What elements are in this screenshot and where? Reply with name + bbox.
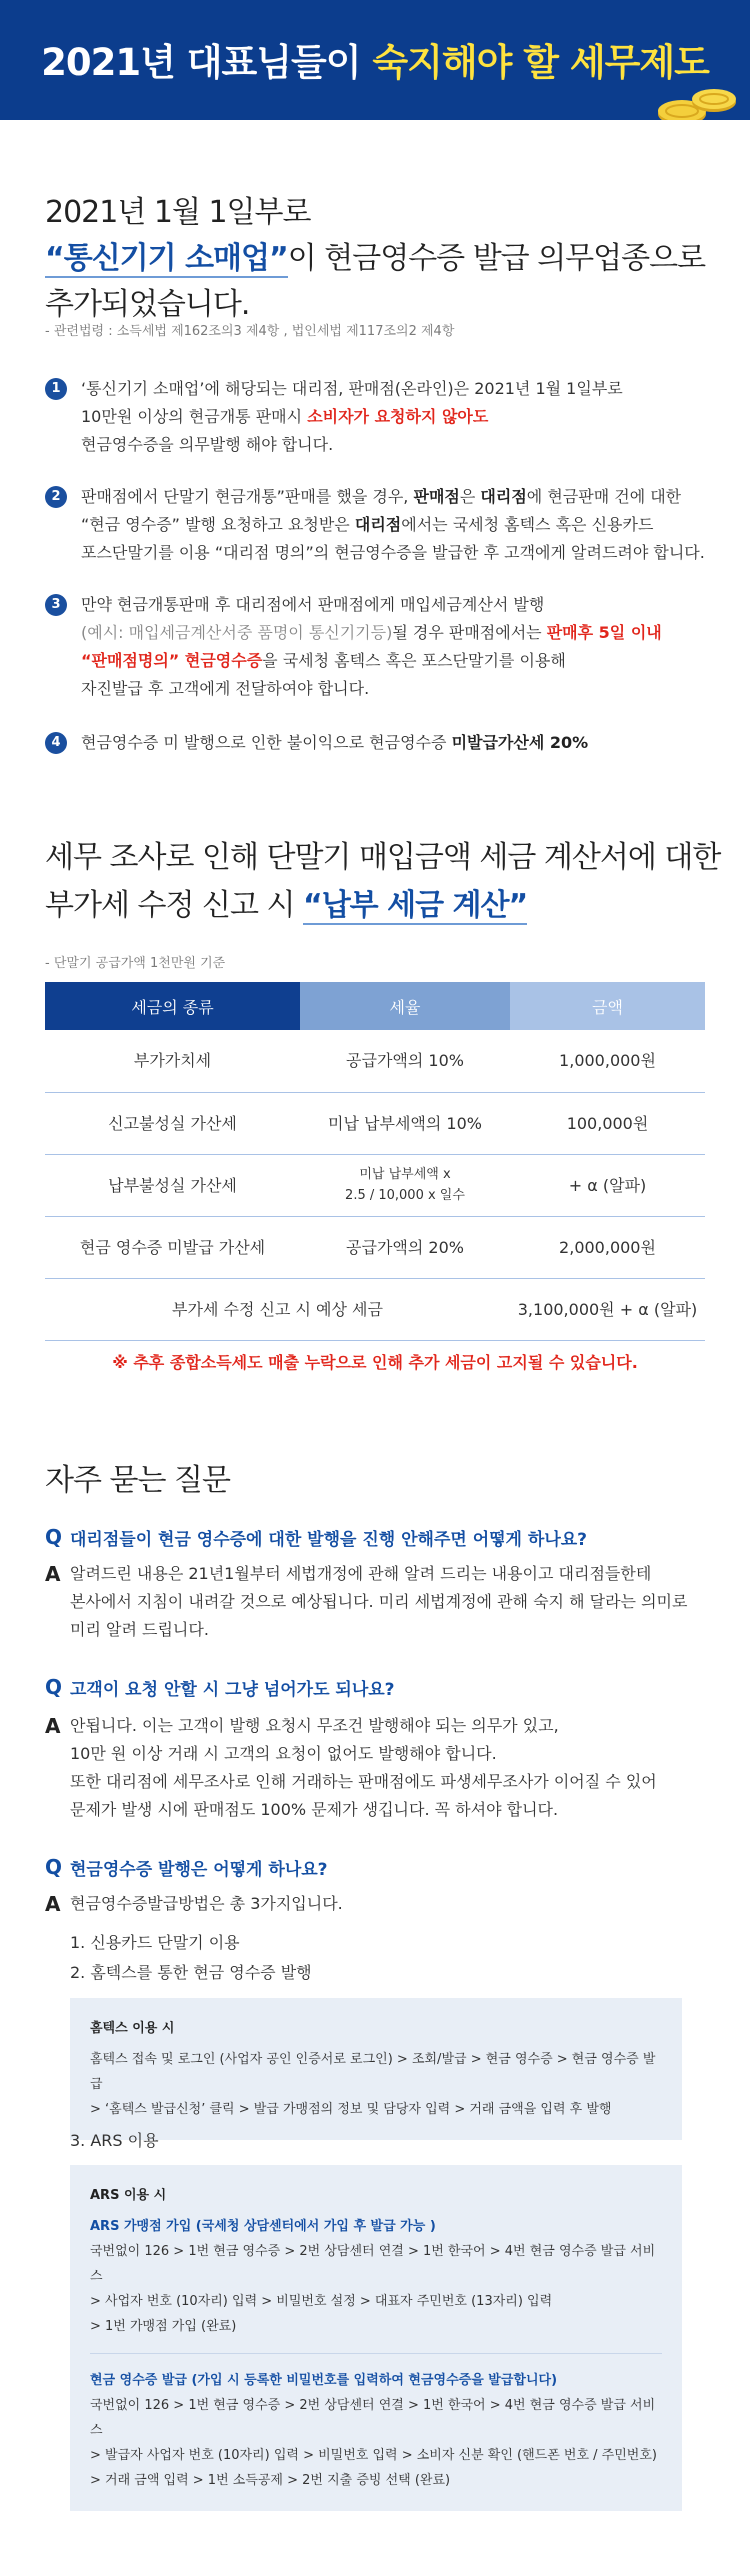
box-divider (90, 2353, 662, 2354)
header-banner (0, 0, 750, 120)
question-text: 대리점들이 현금 영수증에 대한 발행을 진행 안해주면 어떻게 하나요? (70, 1530, 588, 1550)
answer-text: 10만 원 이상 거래 시 고객의 요청이 없어도 발행해야 합니다. (70, 1744, 497, 1763)
list-item (45, 591, 705, 703)
item-number-badge: 1 (45, 378, 67, 400)
item-text-part: 은 (459, 487, 481, 506)
item-number-badge: 4 (45, 732, 67, 754)
question-text: 고객이 요청 안할 시 그냥 넘어가도 되나요? (70, 1680, 395, 1700)
box-text: > 1번 가맹점 가입 (완료) (90, 2319, 237, 2334)
answer-mark: A (45, 1714, 61, 1738)
column-header: 금액 (510, 982, 705, 1030)
item-text: ‘통신기기 소매업’에 해당되는 대리점, 판매점(온라인)은 2021년 1월 1일부로 (81, 379, 623, 398)
table-cell: 현금 영수증 미발급 가산세 (45, 1216, 300, 1278)
warning-footnote: ※ 추후 종합소득세도 매출 누락으로 인해 추가 세금이 고지될 수 있습니다. (112, 1353, 638, 1372)
section1-title-rest: 이 현금영수증 발급 의무업종으로 (287, 241, 706, 276)
answer-text: 미리 알려 드립니다. (70, 1620, 209, 1639)
box-text: > 사업자 번호 (10자리) 입력 > 비밀번호 설정 > 대표자 주민번호 (13자리) 입력 (90, 2294, 553, 2309)
box-text: 국번없이 126 > 1번 현금 영수증 > 2번 상담센터 연결 > 1번 한국어 > 4번 현금 영수증 발급 서비스 (90, 2244, 656, 2284)
box-title: 홈텍스 이용 시 (90, 2021, 175, 2036)
gold-coins-icon (652, 78, 742, 120)
box-subtitle: 현금 영수증 발급 (가입 시 등록한 비밀번호를 입력하여 현금영수증을 발급합니다) (90, 2373, 558, 2388)
table-cell: + α (알파) (510, 1154, 705, 1216)
item-text (81, 511, 705, 539)
section2-title-text: 부가세 수정 신고 시 (45, 888, 303, 923)
faq-answer (45, 1890, 705, 1918)
table-cell: 공급가액의 20% (300, 1216, 510, 1278)
item-text (81, 729, 705, 757)
table-cell: 100,000원 (510, 1092, 705, 1154)
list-item (45, 375, 705, 459)
answer-text: 안됩니다. 이는 고객이 발행 요청시 무조건 발행해야 되는 의무가 있고, (70, 1716, 559, 1735)
item-text-emphasis: 판매후 5일 이내 (546, 623, 662, 642)
table-row (45, 1092, 705, 1154)
box-text: 홈텍스 접속 및 로그인 (사업자 공인 인증서로 로그인) > 조회/발급 > 현금 영수증 > 현금 영수증 발급 (90, 2052, 656, 2092)
table-cell: 공급가액의 10% (300, 1030, 510, 1092)
item-text-part: 판매점에서 단말기 현금개통”판매를 했을 경우, (81, 487, 414, 506)
total-value: 3,100,000원 + α (알파) (510, 1278, 705, 1340)
question-mark: Q (45, 1525, 63, 1549)
list-item (45, 729, 705, 757)
item-text (81, 619, 705, 647)
box-text: > ‘홈텍스 발급신청’ 클릭 > 발급 가맹점의 정보 및 담당자 입력 > 거래 금액을 입력 후 발행 (90, 2102, 612, 2117)
faq-question (45, 1525, 587, 1550)
section2-title-line2 (45, 882, 720, 930)
item-text-bold: 대리점 (480, 487, 527, 506)
answer-mark: A (45, 1562, 61, 1586)
rate-line1: 미납 납부세액 x (359, 1167, 451, 1182)
item-text-part: 될 경우 판매점에서는 (392, 623, 547, 642)
answer-text: 알려드린 내용은 21년1월부터 세법개정에 관해 알려 드리는 내용이고 대리점들한테 (70, 1564, 652, 1583)
table-cell: 2,000,000원 (510, 1216, 705, 1278)
item-text: 자진발급 후 고객에게 전달하여야 합니다. (81, 679, 370, 698)
box-subtitle: ARS 가맹점 가입 (국세청 상담센터에서 가입 후 발급 가능 ) (90, 2219, 436, 2234)
table-row (45, 1216, 705, 1278)
faq-answer (45, 1560, 705, 1644)
item-number-badge: 3 (45, 594, 67, 616)
table-header-row (45, 982, 705, 1030)
box-text: 국번없이 126 > 1번 현금 영수증 > 2번 상담센터 연결 > 1번 한국어 > 4번 현금 영수증 발급 서비스 (90, 2398, 656, 2438)
item-text-bold: 판매점 (413, 487, 460, 506)
table-total-row (45, 1278, 705, 1340)
item-text: 포스단말기를 이용 “대리점 명의”의 현금영수증을 발급한 후 고객에게 알려드려야 합니다. (81, 543, 705, 562)
list-item (45, 483, 705, 567)
section2-title-highlight: “납부 세금 계산” (302, 888, 528, 923)
item-text-emphasis: “판매점명의” 현금영수증 (81, 651, 263, 670)
question-mark: Q (45, 1855, 63, 1879)
item-text-part: 현금영수증 미 발행으로 인한 불이익으로 현금영수증 (81, 733, 452, 752)
item-text (81, 647, 705, 675)
method-step: 3. ARS 이용 (70, 2131, 159, 2150)
section1-title-line3: 추가되었습니다. (45, 287, 250, 322)
item-text-part: 에서는 국세청 홈텍스 혹은 신용카드 (401, 515, 654, 534)
ars-guide-box (70, 2165, 682, 2511)
table-row (45, 1154, 705, 1216)
column-header: 세금의 종류 (45, 982, 300, 1030)
column-header: 세율 (300, 982, 510, 1030)
faq-question (45, 1855, 328, 1880)
total-label: 부가세 수정 신고 시 예상 세금 (45, 1278, 510, 1340)
table-row (45, 1030, 705, 1092)
item-text-part: 에 현금판매 건에 대한 (526, 487, 682, 506)
box-text: > 발급자 사업자 번호 (10자리) 입력 > 비밀번호 입력 > 소비자 신분 확인 (핸드폰 번호 / 주민번호) (90, 2448, 657, 2463)
item-text-example: (예시: 매입세금계산서중 품명이 통신기기등) (81, 623, 393, 642)
banner-title-highlight: 숙지해야 할 세무제도 (372, 41, 709, 84)
method-step: 2. 홈텍스를 통한 현금 영수증 발행 (70, 1963, 312, 1982)
hometax-guide-box (70, 1998, 682, 2140)
box-title: ARS 이용 시 (90, 2188, 167, 2203)
item-text-part: “현금 영수증” 발행 요청하고 요청받은 (81, 515, 355, 534)
faq-question (45, 1675, 395, 1700)
table-cell: 미납 납부세액의 10% (300, 1092, 510, 1154)
banner-title (0, 32, 750, 86)
faq-title: 자주 묻는 질문 (45, 1463, 230, 1498)
section1-title (45, 190, 705, 328)
tax-table (45, 982, 705, 1341)
item-text (81, 403, 705, 431)
section1-title-highlight: “통신기기 소매업” (45, 241, 288, 276)
table-basis-note: - 단말기 공급가액 1천만원 기준 (45, 956, 226, 971)
section2-title (45, 834, 720, 930)
answer-text: 또한 대리점에 세무조사로 인해 거래하는 판매점에도 파생세무조사가 이어질 수 있어 (70, 1772, 657, 1791)
section1-title-line1: 2021년 1월 1일부로 (45, 195, 311, 230)
section2-title-line1: 세무 조사로 인해 단말기 매입금액 세금 계산서에 대한 (45, 840, 721, 875)
question-text: 현금영수증 발행은 어떻게 하나요? (70, 1860, 328, 1880)
item-text (81, 483, 705, 511)
item-number-badge: 2 (45, 486, 67, 508)
item-text: 만약 현금개통판매 후 대리점에서 판매점에게 매입세금계산서 발행 (81, 595, 545, 614)
item-text-bold: 미발급가산세 20% (451, 733, 589, 752)
table-cell (300, 1154, 510, 1216)
section1-legal-reference: - 관련법령 : 소득세법 제162조의3 제4항 , 법인세법 제117조의2 제4항 (45, 324, 455, 339)
item-text-bold: 대리점 (354, 515, 402, 534)
item-text-part: 을 국세청 홈텍스 혹은 포스단말기를 이용해 (262, 651, 566, 670)
item-text-emphasis: 소비자가 요청하지 않아도 (307, 407, 489, 426)
table-cell: 1,000,000원 (510, 1030, 705, 1092)
table-cell: 신고불성실 가산세 (45, 1092, 300, 1154)
answer-text: 문제가 발생 시에 판매점도 100% 문제가 생깁니다. 꼭 하셔야 합니다. (70, 1800, 559, 1819)
item-text-part: 10만원 이상의 현금개통 판매시 (81, 407, 308, 426)
section1-title-line2 (45, 236, 705, 282)
item-text: 현금영수증을 의무발행 해야 합니다. (81, 435, 334, 454)
banner-title-text: 2021년 대표님들이 (41, 41, 373, 84)
rate-line2: 2.5 / 10,000 x 일수 (345, 1188, 465, 1203)
method-step: 1. 신용카드 단말기 이용 (70, 1933, 240, 1952)
answer-text: 본사에서 지침이 내려갈 것으로 예상됩니다. 미리 세법계정에 관해 숙지 해 달라는 의미로 (70, 1592, 688, 1611)
faq-answer (45, 1712, 705, 1824)
question-mark: Q (45, 1675, 63, 1699)
answer-text: 현금영수증발급방법은 총 3가지입니다. (70, 1894, 343, 1913)
answer-mark: A (45, 1892, 61, 1916)
box-text: > 거래 금액 입력 > 1번 소득공제 > 2번 지출 증빙 선택 (완료) (90, 2473, 451, 2488)
table-cell: 납부불성실 가산세 (45, 1154, 300, 1216)
table-cell: 부가가치세 (45, 1030, 300, 1092)
